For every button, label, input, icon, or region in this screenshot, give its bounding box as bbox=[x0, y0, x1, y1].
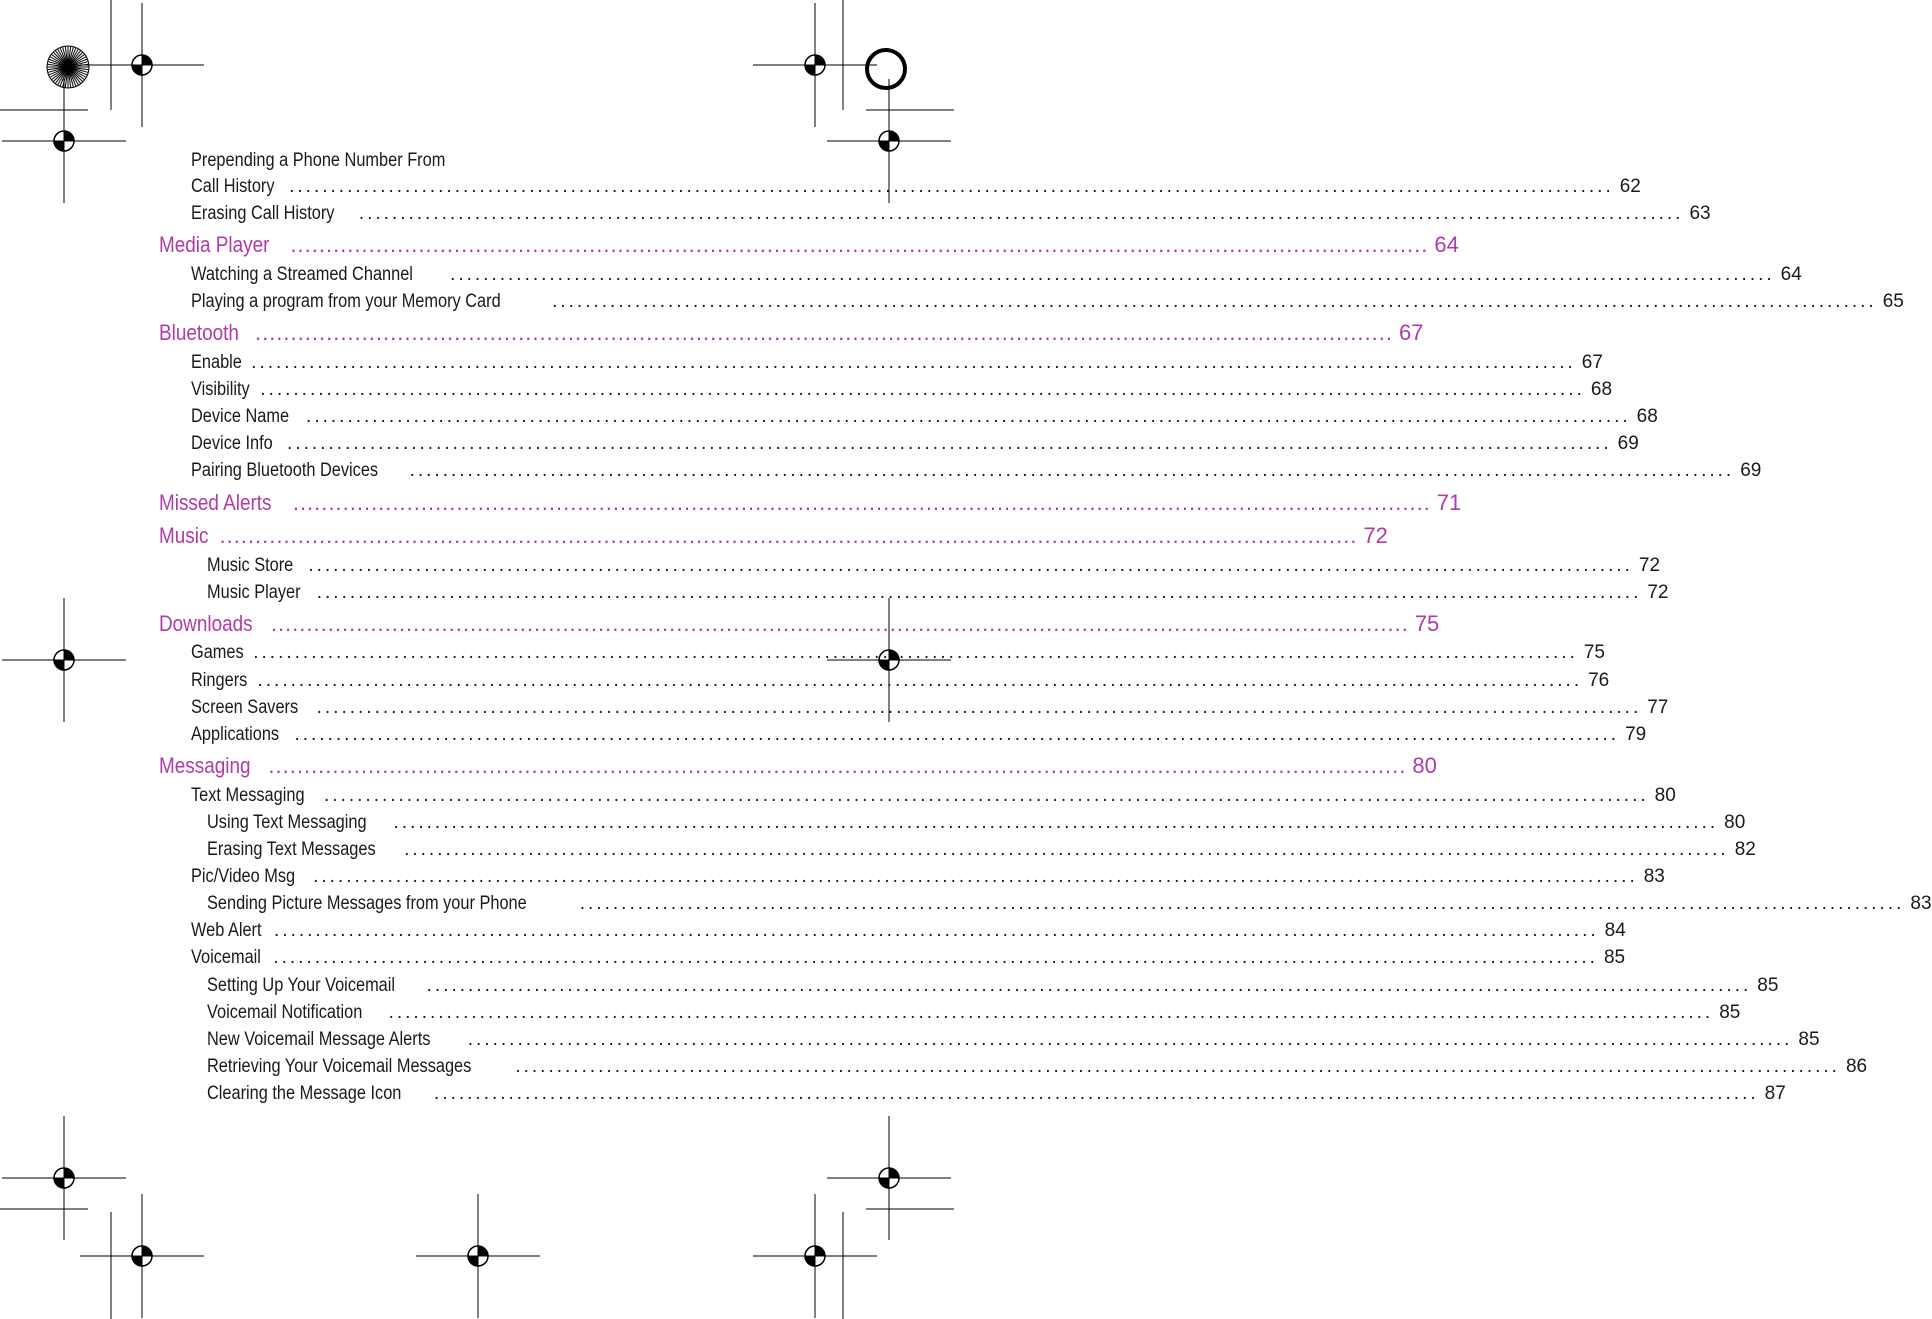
toc-title: Music Store bbox=[207, 555, 294, 576]
toc-title: Missed Alerts bbox=[159, 490, 272, 515]
toc-entry[interactable] bbox=[191, 920, 1626, 942]
toc-page-number: 84 bbox=[1604, 920, 1626, 941]
toc-title: Erasing Text Messages bbox=[207, 839, 376, 860]
toc-leader: ................................................................................................................................................................ bbox=[290, 232, 1429, 257]
toc-section[interactable] bbox=[159, 753, 1437, 779]
toc-page-number: 76 bbox=[1588, 670, 1610, 691]
toc-entry[interactable] bbox=[191, 670, 1610, 692]
toc-page-number: 85 bbox=[1603, 947, 1626, 968]
registration-target-icon bbox=[80, 3, 204, 127]
toc-leader: ................................................................................................................................................................ bbox=[260, 379, 1585, 400]
registration-target-icon bbox=[2, 79, 126, 203]
toc-entry[interactable] bbox=[191, 724, 1647, 746]
toc-page-number: 64 bbox=[1780, 264, 1802, 285]
toc-page-number: 62 bbox=[1619, 176, 1641, 197]
toc-leader: ................................................................................................................................................................ bbox=[273, 947, 1598, 968]
registration-circle-icon bbox=[867, 50, 905, 88]
toc-section[interactable] bbox=[159, 490, 1462, 516]
toc-page-number: 68 bbox=[1590, 379, 1613, 400]
toc-entry[interactable] bbox=[207, 1056, 1868, 1078]
toc-entry[interactable] bbox=[207, 555, 1661, 577]
toc-entry[interactable] bbox=[191, 697, 1669, 719]
toc-entry[interactable] bbox=[207, 1083, 1786, 1105]
toc-page-number: 80 bbox=[1412, 753, 1437, 778]
toc-title: Clearing the Message Icon bbox=[207, 1083, 402, 1104]
toc-title: Voicemail bbox=[191, 947, 261, 968]
toc-page-number: 85 bbox=[1757, 975, 1779, 996]
toc-page-number: 72 bbox=[1363, 523, 1388, 548]
toc-page-number: 68 bbox=[1636, 406, 1658, 427]
toc-page-number: 79 bbox=[1625, 724, 1647, 745]
toc-title: Music Player bbox=[207, 582, 301, 603]
toc-leader: ................................................................................................................................................................ bbox=[219, 523, 1358, 548]
toc-leader: ................................................................................................................................................................ bbox=[426, 975, 1752, 996]
registration-target-icon bbox=[416, 1194, 540, 1318]
sunburst-icon bbox=[47, 46, 89, 88]
toc-entry[interactable] bbox=[191, 264, 1802, 286]
toc-title: Pairing Bluetooth Devices bbox=[191, 460, 379, 481]
registration-target-icon bbox=[2, 1116, 126, 1240]
toc-section[interactable] bbox=[159, 611, 1440, 637]
toc-entry[interactable] bbox=[191, 642, 1605, 664]
toc-title: Retrieving Your Voicemail Messages bbox=[207, 1056, 472, 1077]
toc-intro-line bbox=[191, 150, 487, 172]
toc-leader: ................................................................................................................................................................ bbox=[467, 1029, 1793, 1050]
toc-title: Bluetooth bbox=[159, 320, 239, 345]
toc-entry[interactable] bbox=[191, 785, 1676, 807]
toc-leader: ................................................................................................................................................................ bbox=[257, 670, 1583, 691]
toc-title: Media Player bbox=[159, 232, 270, 257]
toc-page-number: 83 bbox=[1910, 893, 1932, 914]
toc-page-number: 69 bbox=[1617, 433, 1639, 454]
toc-page-number: 87 bbox=[1764, 1083, 1786, 1104]
toc-title: New Voicemail Message Alerts bbox=[207, 1029, 431, 1050]
toc-entry[interactable] bbox=[191, 352, 1603, 374]
toc-page-number: 64 bbox=[1434, 232, 1459, 257]
toc-title: Ringers bbox=[191, 670, 248, 691]
toc-title: Web Alert bbox=[191, 920, 262, 941]
toc-page-number: 86 bbox=[1845, 1056, 1868, 1077]
toc-page-number: 85 bbox=[1798, 1029, 1820, 1050]
toc-leader: ................................................................................................................................................................ bbox=[289, 176, 1614, 197]
toc-page-number: 67 bbox=[1398, 320, 1424, 345]
toc-title: Using Text Messaging bbox=[207, 812, 367, 833]
toc-section[interactable] bbox=[159, 523, 1388, 549]
toc-leader: ................................................................................................................................................................ bbox=[292, 490, 1431, 515]
toc-entry[interactable] bbox=[207, 812, 1746, 834]
toc-entry[interactable] bbox=[191, 176, 1641, 198]
toc-title: Applications bbox=[191, 724, 280, 745]
toc-title: Visibility bbox=[191, 379, 250, 400]
registration-target-icon bbox=[80, 1194, 204, 1318]
toc-entry[interactable] bbox=[191, 203, 1711, 225]
toc-leader: ................................................................................................................................................................ bbox=[450, 264, 1775, 285]
toc-leader: ................................................................................................................................................................ bbox=[388, 1002, 1714, 1023]
registration-target-icon bbox=[2, 598, 126, 722]
toc-page-number: 63 bbox=[1689, 203, 1711, 224]
registration-target-icon bbox=[827, 1116, 951, 1240]
toc-title: Call History bbox=[191, 176, 275, 197]
toc-entry[interactable] bbox=[191, 291, 1904, 313]
toc-title: Voicemail Notification bbox=[207, 1002, 363, 1023]
toc-page-number: 71 bbox=[1436, 490, 1462, 515]
toc-title: Music bbox=[159, 523, 209, 548]
toc-entry[interactable] bbox=[191, 866, 1665, 888]
toc-page-number: 80 bbox=[1654, 785, 1676, 806]
toc-page-number: 85 bbox=[1719, 1002, 1741, 1023]
toc-page-number: 83 bbox=[1643, 866, 1665, 887]
toc-leader: ................................................................................................................................................................ bbox=[287, 433, 1612, 454]
toc-title: Text Messaging bbox=[191, 785, 305, 806]
toc-title: Enable bbox=[191, 352, 242, 373]
toc-title: Playing a program from your Memory Card bbox=[191, 291, 501, 312]
toc-section[interactable] bbox=[159, 232, 1459, 258]
toc-section[interactable] bbox=[159, 320, 1424, 346]
toc-leader: ................................................................................................................................................................ bbox=[253, 642, 1578, 663]
toc-entry[interactable] bbox=[191, 406, 1658, 428]
toc-page-number: 65 bbox=[1882, 291, 1904, 312]
toc-title: Device Name bbox=[191, 406, 290, 427]
toc-title: Games bbox=[191, 642, 244, 663]
toc-leader: ................................................................................................................................................................ bbox=[393, 812, 1719, 833]
registration-target-icon bbox=[753, 3, 877, 127]
toc-entry[interactable] bbox=[191, 947, 1626, 969]
toc-leader: ................................................................................................................................................................ bbox=[579, 893, 1905, 914]
toc-leader: ................................................................................................................................................................ bbox=[268, 753, 1407, 778]
toc-page-number: 77 bbox=[1647, 697, 1669, 718]
toc-page-number: 72 bbox=[1647, 582, 1669, 603]
toc-title: Messaging bbox=[159, 753, 251, 778]
toc-entry[interactable] bbox=[207, 1002, 1741, 1024]
toc-page-number: 75 bbox=[1414, 611, 1440, 636]
toc-page-number: 82 bbox=[1734, 839, 1756, 860]
toc-title: Setting Up Your Voicemail bbox=[207, 975, 396, 996]
toc-leader: ................................................................................................................................................................ bbox=[274, 920, 1599, 941]
toc-leader: ................................................................................................................................................................ bbox=[270, 611, 1409, 636]
toc-title: Screen Savers bbox=[191, 697, 299, 718]
toc-entry[interactable] bbox=[191, 433, 1639, 455]
toc-leader: ................................................................................................................................................................ bbox=[434, 1083, 1759, 1104]
toc-page-number: 72 bbox=[1638, 555, 1661, 576]
toc-page-number: 80 bbox=[1724, 812, 1746, 833]
toc-title: Pic/Video Msg bbox=[191, 866, 296, 887]
toc-title: Downloads bbox=[159, 611, 253, 636]
toc-entry[interactable] bbox=[191, 460, 1762, 482]
toc-leader: ................................................................................................................................................................ bbox=[294, 724, 1620, 745]
toc-page-number: 69 bbox=[1740, 460, 1762, 481]
toc-title: Sending Picture Messages from your Phone bbox=[207, 893, 527, 914]
toc-leader: ................................................................................................................................................................ bbox=[409, 460, 1735, 481]
toc-leader: ................................................................................................................................................................ bbox=[316, 582, 1642, 603]
toc-leader: ................................................................................................................................................................ bbox=[515, 1056, 1840, 1077]
toc-leader: ................................................................................................................................................................ bbox=[308, 555, 1633, 576]
toc-title: Erasing Call History bbox=[191, 203, 335, 224]
toc-entry[interactable] bbox=[207, 1029, 1820, 1051]
toc-leader: ................................................................................................................................................................ bbox=[306, 406, 1631, 427]
toc-entry[interactable] bbox=[191, 379, 1613, 401]
toc-title: Device Info bbox=[191, 433, 273, 454]
toc-intro-text: Prepending a Phone Number From bbox=[191, 150, 446, 171]
toc-entry[interactable] bbox=[207, 893, 1932, 915]
toc-entry[interactable] bbox=[207, 975, 1779, 997]
toc-entry[interactable] bbox=[207, 582, 1669, 604]
toc-page-number: 75 bbox=[1583, 642, 1605, 663]
toc-leader: ................................................................................................................................................................ bbox=[251, 352, 1576, 373]
toc-entry[interactable] bbox=[207, 839, 1756, 861]
toc-title: Watching a Streamed Channel bbox=[191, 264, 413, 285]
toc-leader: ................................................................................................................................................................ bbox=[254, 320, 1393, 345]
toc-leader: ................................................................................................................................................................ bbox=[316, 697, 1642, 718]
registration-target-icon bbox=[753, 1194, 877, 1318]
toc-leader: ................................................................................................................................................................ bbox=[358, 203, 1684, 224]
toc-leader: ................................................................................................................................................................ bbox=[552, 291, 1877, 312]
toc-leader: ................................................................................................................................................................ bbox=[404, 839, 1729, 860]
toc-page-number: 67 bbox=[1581, 352, 1603, 373]
toc-leader: ................................................................................................................................................................ bbox=[313, 866, 1638, 887]
toc-leader: ................................................................................................................................................................ bbox=[324, 785, 1649, 806]
